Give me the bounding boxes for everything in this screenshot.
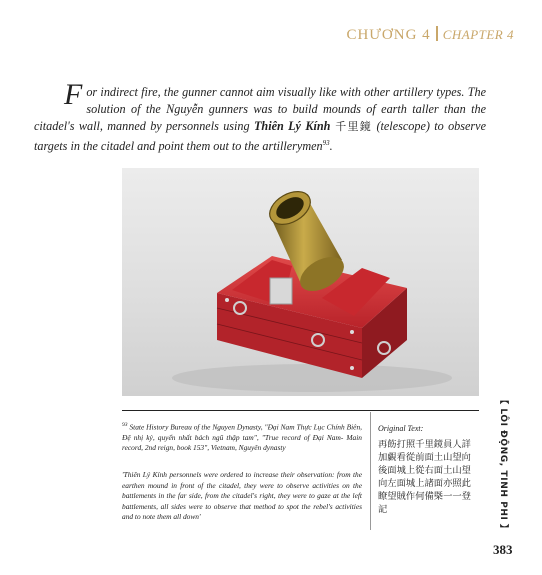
footnote-ref: 93	[322, 139, 330, 147]
footnote-rule	[122, 410, 479, 411]
side-section-tab: 【 LÔI ĐỘNG, TINH PHI 】	[498, 395, 508, 534]
original-text-label: Original Text:	[378, 424, 424, 433]
ground-shadow	[172, 364, 452, 392]
mortar-render-figure	[122, 168, 479, 396]
intro-paragraph	[34, 78, 486, 155]
original-chinese-text: 再飭打照千里鏡員人詳加覷看從前面土山望向後面城上從右面土山望向左面城上諸面亦照此瞭望賊作何備槩一一登記	[378, 439, 471, 515]
intro-term: Thiên Lý Kính	[253, 119, 331, 133]
drop-cap: F	[64, 78, 83, 111]
intro-han: 千里鏡	[330, 120, 373, 133]
mortar-illustration	[122, 168, 479, 396]
footnote-mark: 93	[122, 422, 128, 428]
footnote-93	[122, 420, 362, 454]
chapter-en: CHAPTER 4	[442, 27, 514, 42]
bolt	[350, 330, 354, 334]
trunnion-bracket	[270, 278, 292, 304]
chapter-vi: CHƯƠNG 4	[346, 27, 431, 43]
intro-text-1: or indirect fire, the gunner cannot aim visually like with other artillery types. The solution of the Nguyễn gunners was to build mounds of earth taller than the citadel's wall, manned by personnels using	[34, 85, 486, 133]
page-number: 383	[493, 542, 513, 557]
intro-text-2: (telescope) to observe targets in the citadel and point them out to the artillerymen	[34, 119, 486, 154]
column-divider	[370, 412, 371, 530]
translation-quote: 'Thiên Lý Kính personnels were ordered to increase their observation: from the earthen mound in front of the citadel, they were to observe activities on the battlements in the far side, from the citadel's right, they were to gaze at the left battlements, all sides were to observe that method to spot the rebel's activities and to note them all down'	[122, 470, 362, 521]
bolt	[350, 366, 354, 370]
intro-text-end: .	[329, 139, 333, 154]
bolt	[225, 298, 229, 302]
header-divider	[436, 26, 438, 41]
footnote-text: State History Bureau of the Nguyen Dynasty, "Đại Nam Thực Lục Chính Biên, Đệ nhị kỷ, quyển nhất bách ngũ thập tam", "True record of Đại Nam- Main record, 2nd reign, book 153", Vietnam, Nguyên dynasty	[122, 422, 362, 453]
chapter-header	[346, 26, 514, 44]
